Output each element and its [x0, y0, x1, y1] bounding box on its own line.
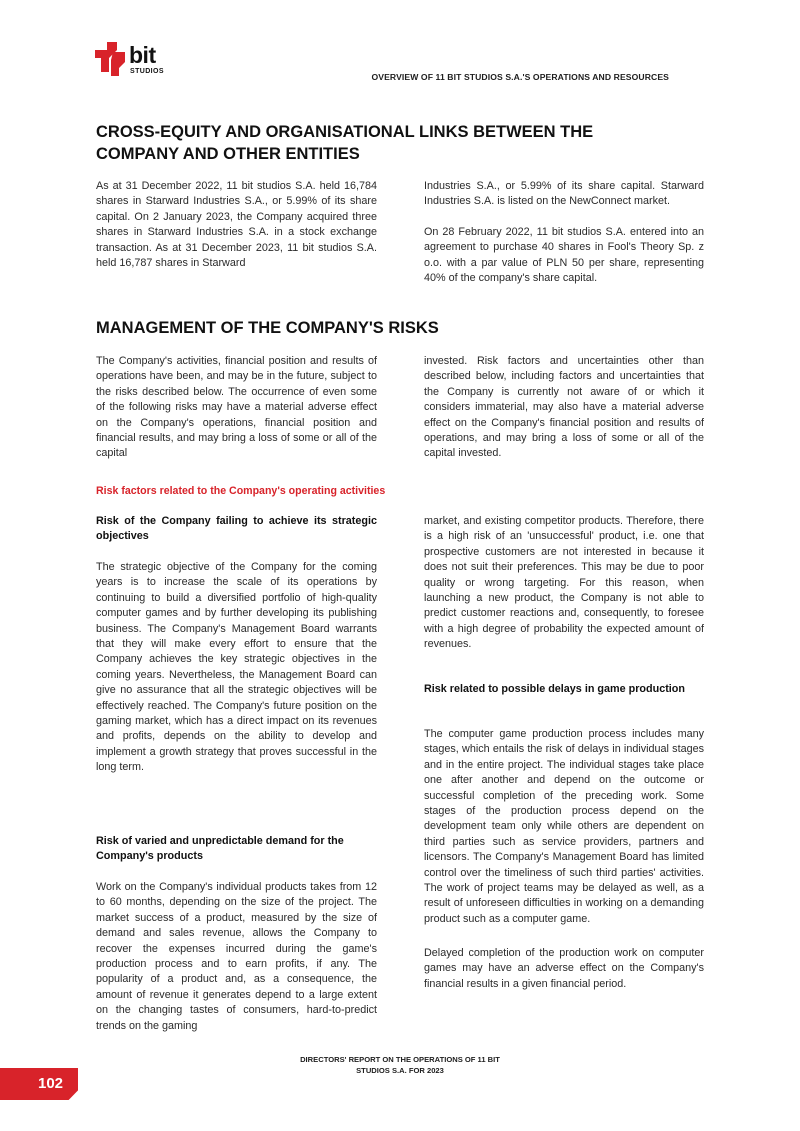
risk-intro-right-paragraph: invested. Risk factors and uncertainties other than described below, including factors and uncertainties that the Company is currently not aware of or which it considers immaterial, may also have a material adverse effect on the Company's financial position and results of operations, and may bring a loss of some or all of the capital invested.	[424, 355, 704, 460]
cross-equity-right-paragraph-2: On 28 February 2022, 11 bit studios S.A. entered into an agreement to purchase 40 shares in Fool's Theory Sp. z o.o. with a par value of PLN 50 per share, representing 40% of the company's share capital.	[424, 226, 704, 285]
risk3-text-2: Delayed completion of the production work on computer games may have an adverse effect on the Company's financial results in a given financial period.	[424, 947, 704, 990]
section-title-risk-management: MANAGEMENT OF THE COMPANY'S RISKS	[96, 319, 439, 337]
risk-intro-left-paragraph: The Company's activities, financial position and results of operations have been, and may be in the future, subject to the risks described below. The occurrence of even some of the following risks may have a material adverse effect on the Company's operations, financial position and financial results, and may bring a loss of some or all of the capital	[96, 355, 377, 460]
cross-equity-left-paragraph: As at 31 December 2022, 11 bit studios S.A. held 16,784 shares in Starward Industries S.A., or 5.99% of its share capital. On 2 January 2023, the Company acquired three shares in Starward Industries S.A. in a stock exchange transaction. As at 31 December 2023, 11 bit studios S.A. held 16,787 shares in Starward	[96, 180, 377, 270]
page-footer	[0, 1054, 800, 1076]
risk2-text: Work on the Company's individual products takes from 12 to 60 months, depending on the size of the project. The market success of a product, measured by the size of demand and sales revenue, allows the Company to recover the expenses incurred during the game's production process and to earn profits, if any. The popularity of a product and, as a consequence, the amount of revenue it generates depend to a large extent on the changing tastes of consumers, hard-to-predict trends on the gaming	[96, 881, 377, 1032]
risk3-text-1: The computer game production process includes many stages, which entails the risk of delays in individual stages and in the entire project. The individual stages take place one after another and depend on the outcome or successful completion of the preceding work. Some stages of the production process depend on the development team only while others are dependent on third parties such as service providers, partners and licensors. The Company's Management Board has limited control over the timeliness of such third parties' activities. The work of project teams may be delayed as well, as a result of unforeseen difficulties in working on a demanding product such as a computer game.	[424, 728, 704, 925]
risk1-text: The strategic objective of the Company for the coming years is to increase the scale of its operations by continuing to build a diversified portfolio of high-quality computer games and by further developing its publishing business. The Company's Management Board warrants that they will make every effort to ensure that the Company achieves the key strategic objectives in the coming years. Nevertheless, the Management Board can give no assurance that all the strategic objectives will be effectively reached. The Company's future position on the gaming market, which has a direct impact on its revenues and profits, depends on the ability to develop and implement a growth strategy that proves successful in the long term.	[96, 561, 377, 774]
risk3-title: Risk related to possible delays in game production	[424, 683, 685, 695]
risk2-continuation: market, and existing competitor products. Therefore, there is a high risk of an 'unsuccessful' product, i.e. one that prospective customers are not interested in because it does not suit their preferences. This may be due to poor quality or wrong targeting. For this reason, when launching a new product, the Company is not able to predict customer reactions and, consequently, to foresee with a high degree of probability the expected amount of revenues.	[424, 515, 704, 651]
risk1-title: Risk of the Company failing to achieve its strategic objectives	[96, 515, 377, 543]
company-logo	[95, 42, 175, 87]
section-title-cross-equity: CROSS-EQUITY AND ORGANISATIONAL LINKS BETWEEN THE COMPANY AND OTHER ENTITIES	[96, 123, 594, 163]
logo-wordmark: bit	[129, 42, 156, 68]
cross-equity-right-paragraph-1: Industries S.A., or 5.99% of its share capital. Starward Industries S.A. is listed on the NewConnect market.	[424, 180, 704, 208]
logo-mark-icon	[95, 42, 129, 80]
operating-risks-label: Risk factors related to the Company's operating activities	[96, 485, 386, 497]
risk2-title: Risk of varied and unpredictable demand for the Company's products	[96, 835, 344, 863]
running-header: OVERVIEW OF 11 BIT STUDIOS S.A.'S OPERATIONS AND RESOURCES	[371, 72, 669, 82]
footer-line-1: DIRECTORS' REPORT ON THE OPERATIONS OF 11 BIT	[300, 1055, 500, 1064]
footer-line-2: STUDIOS S.A. FOR 2023	[356, 1066, 444, 1075]
logo-subtext: STUDIOS	[130, 68, 164, 75]
page-number: 102	[38, 1075, 64, 1092]
